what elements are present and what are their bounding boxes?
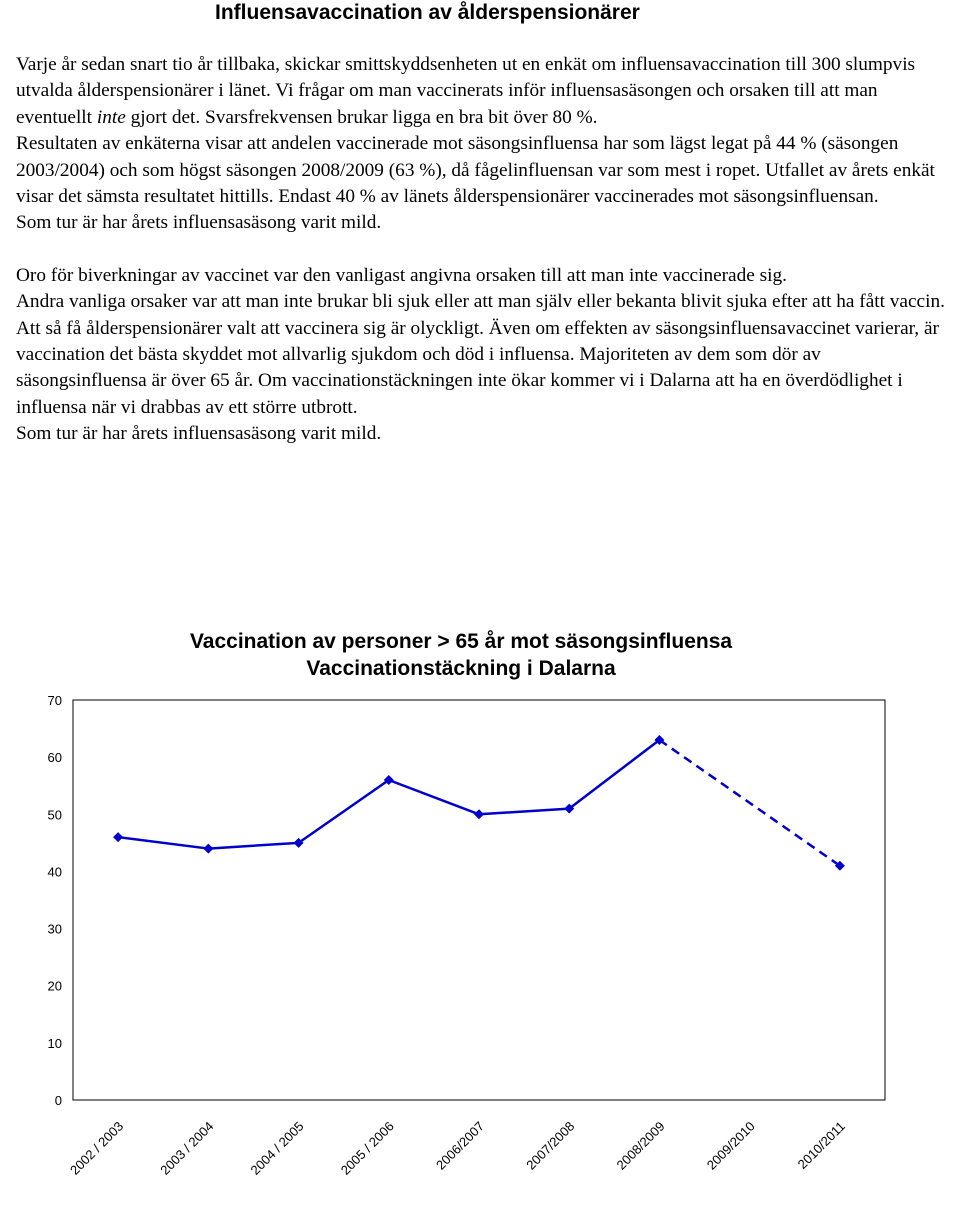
x-tick-label: 2006/2007 <box>433 1118 488 1173</box>
x-tick-label: 2003 / 2004 <box>157 1118 217 1178</box>
x-tick-label: 2007/2008 <box>523 1118 578 1173</box>
text-line: säsongsinfluensavaccinet varierar, är vaccination det bästa skyddet mot allvarlig sjukdom och död i <box>16 317 939 366</box>
plot-area <box>73 700 885 1100</box>
y-axis-ticks <box>48 693 62 1108</box>
document-title: Influensavaccination av ålderspensionärer <box>215 1 640 24</box>
text-line: Oro för biverkningar av vaccinet var den vanligast angivna orsaken till att man inte vaccinerade sig. <box>16 264 787 286</box>
x-axis-ticks <box>67 1119 848 1178</box>
x-tick-label: 2002 / 2003 <box>67 1118 127 1178</box>
x-tick-label: 2010/2011 <box>794 1118 849 1172</box>
document-body <box>16 52 956 448</box>
y-tick-label: 60 <box>47 750 62 766</box>
text-line: ålderspensionärer vaccinerades mot säsongsinfluensan. <box>453 186 879 208</box>
y-tick-label: 0 <box>54 1093 62 1108</box>
data-point <box>474 809 484 819</box>
text-line: Som tur är har årets influensasäsong varit mild. <box>16 423 382 445</box>
text-line: Att så få ålderspensionärer valt att vaccinera sig är olyckligt. Även om effekten av <box>16 317 651 339</box>
series-line-solid <box>118 740 659 849</box>
y-tick-label: 70 <box>47 693 62 708</box>
x-tick-label: 2005 / 2006 <box>337 1118 397 1178</box>
text-line: och orsaken till att man eventuellt <box>16 80 878 128</box>
text-line: Som tur är har årets influensasäsong varit mild. <box>16 212 382 234</box>
vaccination-chart <box>0 600 960 1205</box>
text-line: att ha fått vaccin. <box>812 291 945 313</box>
y-tick-label: 20 <box>47 978 62 994</box>
chart-title: Vaccination av personer > 65 år mot säsongsinfluensa <box>189 630 733 653</box>
data-point <box>113 832 123 842</box>
text-line: i ropet. Utfallet av årets enkät visar det sämsta resultatet hittills. Endast 40 % av länets <box>16 159 935 208</box>
y-tick-label: 30 <box>47 921 62 937</box>
paragraph-intro <box>16 52 956 237</box>
x-tick-label: 2008/2009 <box>613 1118 668 1173</box>
chart-subtitle: Vaccinationstäckning i Dalarna <box>306 657 616 680</box>
x-tick-label: 2009/2010 <box>703 1118 758 1173</box>
y-tick-label: 40 <box>47 864 62 880</box>
series-points <box>113 735 845 871</box>
emphasis-text: inte <box>96 106 126 128</box>
text-line: 300 slumpvis utvalda ålderspensionärer i länet. Vi frågar om man vaccinerats inför influensasäsongen <box>16 54 916 102</box>
text-line: Resultaten av enkäterna visar att andelen vaccinerade mot säsongsinfluensa har som lägst legat på 44 <box>16 133 796 155</box>
text-line: influensa. Majoriteten av dem som dör av säsongsinfluensa är över 65 år. Om vaccinationstäckningen <box>16 344 821 392</box>
text-line: % (säsongen 2003/2004) och som högst säsongen 2008/2009 (63 %), då fågelinfluensan var som mest <box>16 133 899 181</box>
series-line-dashed <box>659 740 839 866</box>
text-line: inte ökar kommer vi i Dalarna att ha en överdödlighet i influensa när vi drabbas av ett större utbrott. <box>16 370 903 418</box>
x-tick-label: 2004 / 2005 <box>247 1118 307 1178</box>
series-lines <box>118 740 840 866</box>
y-tick-label: 50 <box>47 807 62 823</box>
paragraph-reasons <box>16 263 956 448</box>
text-line: Andra vanliga orsaker var att man inte brukar bli sjuk eller att man själv eller bekanta blivit sjuka efter <box>16 291 808 313</box>
text-line: Varje år sedan snart tio år tillbaka, skickar smittskyddsenheten ut en enkät om influensavaccination till <box>16 54 807 75</box>
y-tick-label: 10 <box>47 1035 62 1051</box>
data-point <box>203 844 213 854</box>
text-line: gjort det. Svarsfrekvensen brukar ligga en bra bit över 80 %. <box>130 106 598 128</box>
